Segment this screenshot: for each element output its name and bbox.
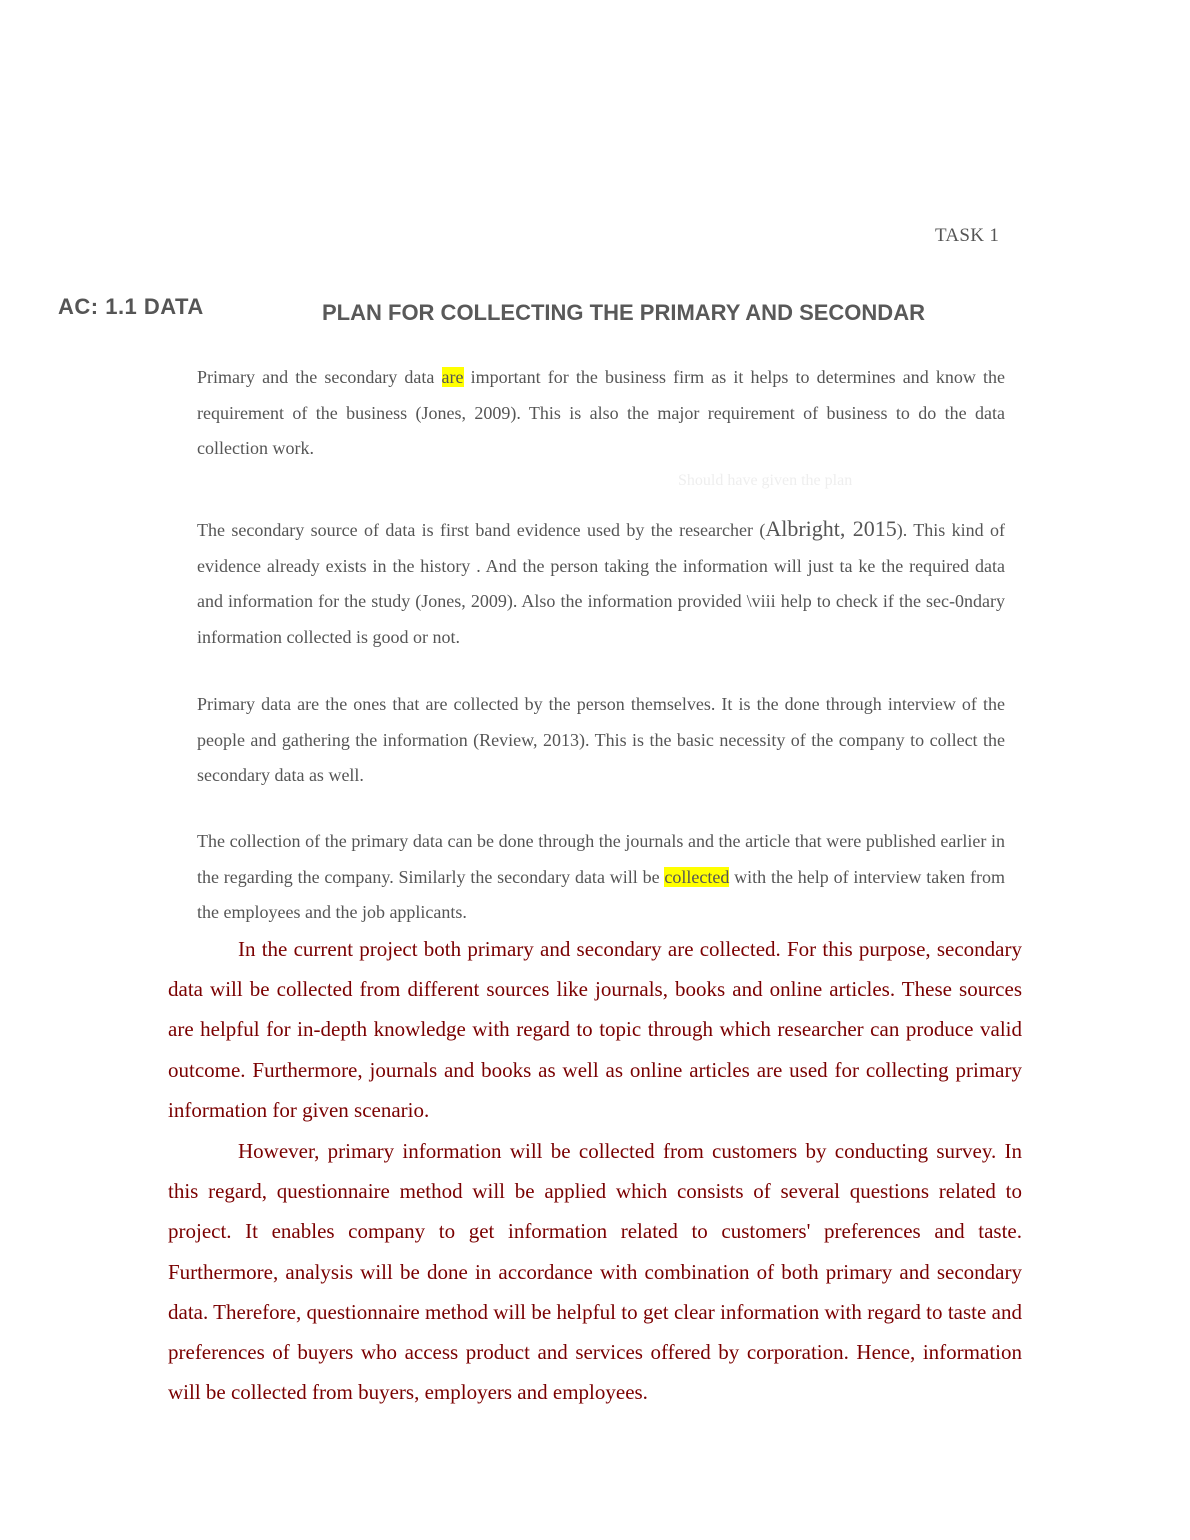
task-label: TASK 1 [935, 225, 1000, 246]
ac-label: AC: 1.1 DATA [58, 294, 204, 319]
para1-text-before: Primary and the secondary data [197, 367, 442, 387]
paragraph-current-project: In the current project both primary and secondary are collected. For this purpose, secondary data will be collected from different sources like journals, books and online articles. These sources are helpful for in-depth knowledge with regard to topic through which researcher can produce valid outcome. Furthermore, journals and books as well as online articles are used for collecting primary information for given scenario. [168, 937, 1022, 1122]
para2-text-before: The secondary source of data is first band evidence used by the researcher ( [197, 520, 766, 540]
paragraph-primary-secondary-importance [197, 360, 1005, 467]
paragraph-data-collection-methods [197, 824, 1005, 931]
paragraph-primary-survey: However, primary information will be collected from customers by conducting survey. In this regard, questionnaire method will be applied which consists of several questions related to project. It enables company to get information related to customers' preferences and taste. Furthermore, analysis will be done in accordance with combination of both primary and secondary data. Therefore, questionnaire method will be helpful to get clear information with regard to taste and preferences of buyers who access product and services offered by corporation. Hence, information will be collected from buyers, employers and employees. [168, 1139, 1022, 1405]
para2-text-after: ). This kind of evidence already exists in the history . And the person taking the information will just ta ke the required data and information for the study (Jones, 2009). Also the information provided \viii help to check if the sec-0ndary information collected is good or not. [197, 520, 1005, 647]
para4-text-after: with the help of interview taken from the employees and the job applicants. [197, 866, 1005, 922]
highlight-collected: collected [664, 866, 730, 887]
citation-albright: Albright, 2015 [765, 516, 897, 541]
paragraph-secondary-source [197, 511, 1005, 655]
para4-text-before: The collection of the primary data can be done through the journals and the article that were published earlier in the regarding the company. Similarly the secondary data will be [197, 831, 1005, 887]
document-title: PLAN FOR COLLECTING THE PRIMARY AND SECONDAR [322, 300, 925, 325]
highlight-are: are [441, 367, 464, 387]
paragraph-primary-data-definition [197, 687, 1005, 794]
para1-text-after: important for the business firm as it helps to determines and know the requirement of the business (Jones, 2009). This is also the major requirement of business to do the data collection work. [197, 367, 1005, 458]
para3-text: Primary data are the ones that are collected by the person themselves. It is the done through interview of the people and gathering the information (Review, 2013). This is the basic necessity of the company to collect the secondary data as well. [197, 694, 1005, 785]
faint-comment-note: Should have given the plan [678, 472, 853, 489]
